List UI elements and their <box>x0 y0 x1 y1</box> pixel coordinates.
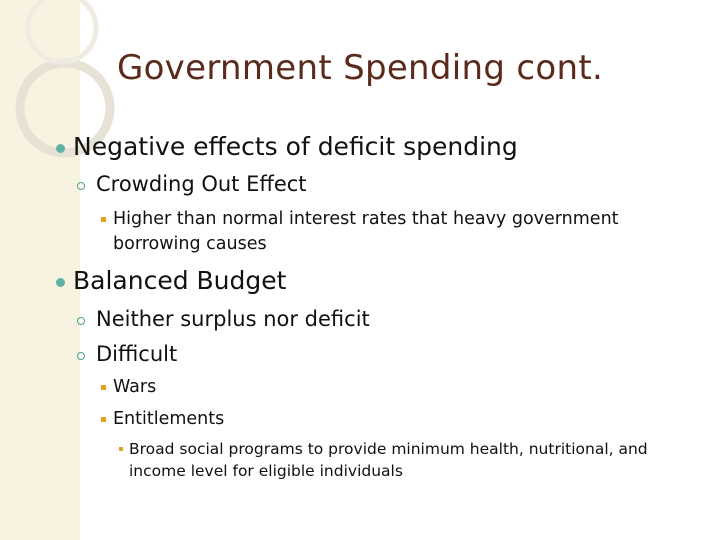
bullet-text: Difficult <box>96 342 178 366</box>
bullet-text: Balanced Budget <box>73 266 287 295</box>
bullet-square <box>119 447 123 451</box>
bullet-text-continued: income level for eligible individuals <box>129 462 403 480</box>
bullet-ring <box>77 317 85 325</box>
bullet-interest-rates <box>113 207 619 257</box>
bullet-text: Negative effects of deficit spending <box>73 132 518 161</box>
bullet-crowding-out <box>96 172 307 196</box>
bullet-text: Higher than normal interest rates that heavy government <box>113 209 619 229</box>
bullet-balanced-budget <box>73 266 286 295</box>
bullet-ring <box>77 352 85 360</box>
bullet-wars <box>113 375 156 400</box>
bullet-text-continued: borrowing causes <box>113 234 267 254</box>
bullet-broad-social-programs <box>129 438 648 482</box>
bullet-square <box>101 417 106 422</box>
bullet-negative-effects <box>73 132 518 161</box>
slide-title: Government Spending cont. <box>116 48 604 88</box>
bullet-square <box>101 385 106 390</box>
bullet-dot <box>56 144 65 153</box>
bullet-text: Wars <box>113 377 157 397</box>
bullet-text: Neither surplus nor deficit <box>96 307 370 331</box>
bullet-difficult <box>96 342 177 366</box>
bullet-text: Crowding Out Effect <box>96 172 307 196</box>
bullet-entitlements <box>113 407 224 432</box>
bullet-ring <box>77 182 85 190</box>
bullet-text: Broad social programs to provide minimum health, nutritional, and <box>129 440 648 458</box>
bullet-square <box>101 217 106 222</box>
bullet-text: Entitlements <box>113 409 225 429</box>
bullet-neither-surplus <box>96 307 370 331</box>
bullet-dot <box>56 278 65 287</box>
